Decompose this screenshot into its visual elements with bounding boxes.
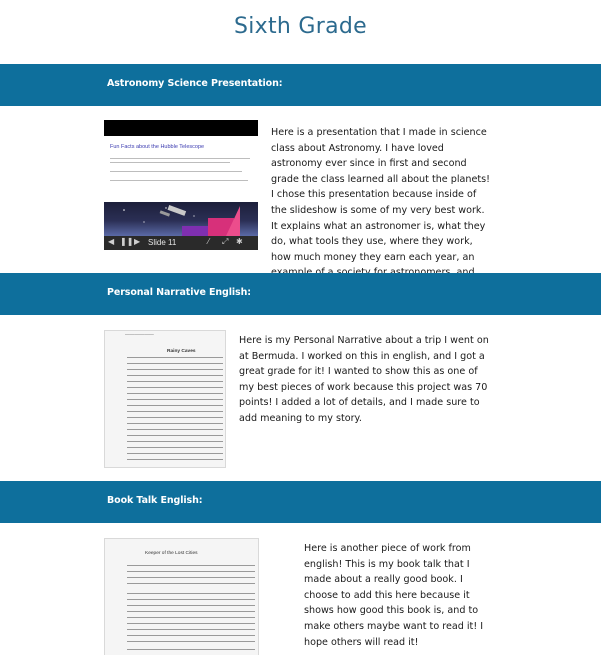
doc-text-line (127, 369, 223, 370)
doc-text-line (127, 453, 223, 454)
doc-text-line (127, 623, 255, 624)
slide-number: Slide 11 (148, 238, 177, 247)
doc-text-line (127, 459, 223, 460)
doc-text-line (127, 565, 255, 566)
slide-text-line (110, 180, 248, 181)
doc-text-line (127, 649, 255, 650)
forward-icon[interactable]: ▶ (134, 237, 141, 246)
section-header-book-talk (0, 481, 601, 523)
doc-text-line (127, 405, 223, 406)
page-title: Sixth Grade (233, 14, 368, 39)
section-header-astronomy (0, 64, 601, 106)
slide-title: Fun Facts about the Hubble Telescope (110, 144, 205, 150)
doc-text-line (127, 635, 255, 636)
slide-text-line (110, 171, 242, 172)
doc-text-line (127, 429, 223, 430)
doc-text-line (127, 441, 223, 442)
doc-title: Keeper of the Lost Cities (145, 551, 198, 556)
narrative-document-thumbnail[interactable] (104, 330, 226, 468)
doc-text-line (127, 357, 223, 358)
slide-text-line (110, 158, 250, 159)
section-header-narrative (0, 273, 601, 315)
doc-text-line (127, 447, 223, 448)
doc-text-line (127, 435, 223, 436)
doc-text-line (127, 363, 223, 364)
doc-text-line (127, 571, 255, 572)
section-description: Here is another piece of work from english! This is my book talk that I made about a really good book. I choose to add this here because it shows how good this book is, and to make others maybe want to read it! I hope others will read it! (304, 543, 484, 648)
doc-title: Rainy Caves (167, 349, 196, 354)
doc-text-line (127, 599, 255, 600)
doc-text-line (127, 617, 255, 618)
section-heading: Book Talk English: (107, 495, 203, 506)
doc-text-line (127, 611, 255, 612)
pause-icon[interactable]: ❚❚ (120, 237, 134, 246)
player-controls (104, 236, 258, 250)
slide-text-line (110, 162, 230, 163)
doc-text-line (127, 387, 223, 388)
pointer-icon[interactable]: ⁄ (208, 237, 210, 246)
doc-text-line (127, 411, 223, 412)
settings-icon[interactable]: ✱ (236, 237, 243, 246)
doc-text-line (127, 381, 223, 382)
presentation-thumbnail[interactable] (104, 120, 258, 250)
book-talk-document-thumbnail[interactable] (104, 538, 259, 655)
doc-text-line (127, 399, 223, 400)
doc-text-line (127, 593, 255, 594)
section-heading: Personal Narrative English: (107, 287, 251, 298)
slide-decoration (226, 206, 240, 236)
doc-text-line (127, 423, 223, 424)
doc-text-line (127, 417, 223, 418)
doc-text-line (127, 375, 223, 376)
doc-text-line (127, 583, 255, 584)
section-description: Here is my Personal Narrative about a trip I went on at Bermuda. I worked on this in english, and I got a great grade for it! I wanted to show this as one of my best pieces of work because this project was 70 points! I added a lot of details, and I made sure to add meaning to my story. (239, 335, 489, 424)
doc-text-line (127, 641, 255, 642)
doc-header-line: —————— (125, 333, 154, 338)
doc-text-line (127, 629, 255, 630)
section-description: Here is a presentation that I made in science class about Astronomy. I have loved astronomy ever since in first and second grade the class learned all about the planets! I chose this presentation because inside of the slideshow is some of my very best work. It explains what an astronomer is, what they do, what tools they use, where they work, how much money they earn each year, an (271, 127, 490, 263)
doc-text-line (127, 393, 223, 394)
slide-top-bar (104, 120, 258, 136)
fullscreen-icon[interactable]: ⤢ (222, 237, 229, 246)
rewind-icon[interactable]: ◀ (108, 237, 115, 246)
doc-text-line (127, 577, 255, 578)
doc-text-line (127, 605, 255, 606)
section-heading: Astronomy Science Presentation: (107, 78, 283, 89)
